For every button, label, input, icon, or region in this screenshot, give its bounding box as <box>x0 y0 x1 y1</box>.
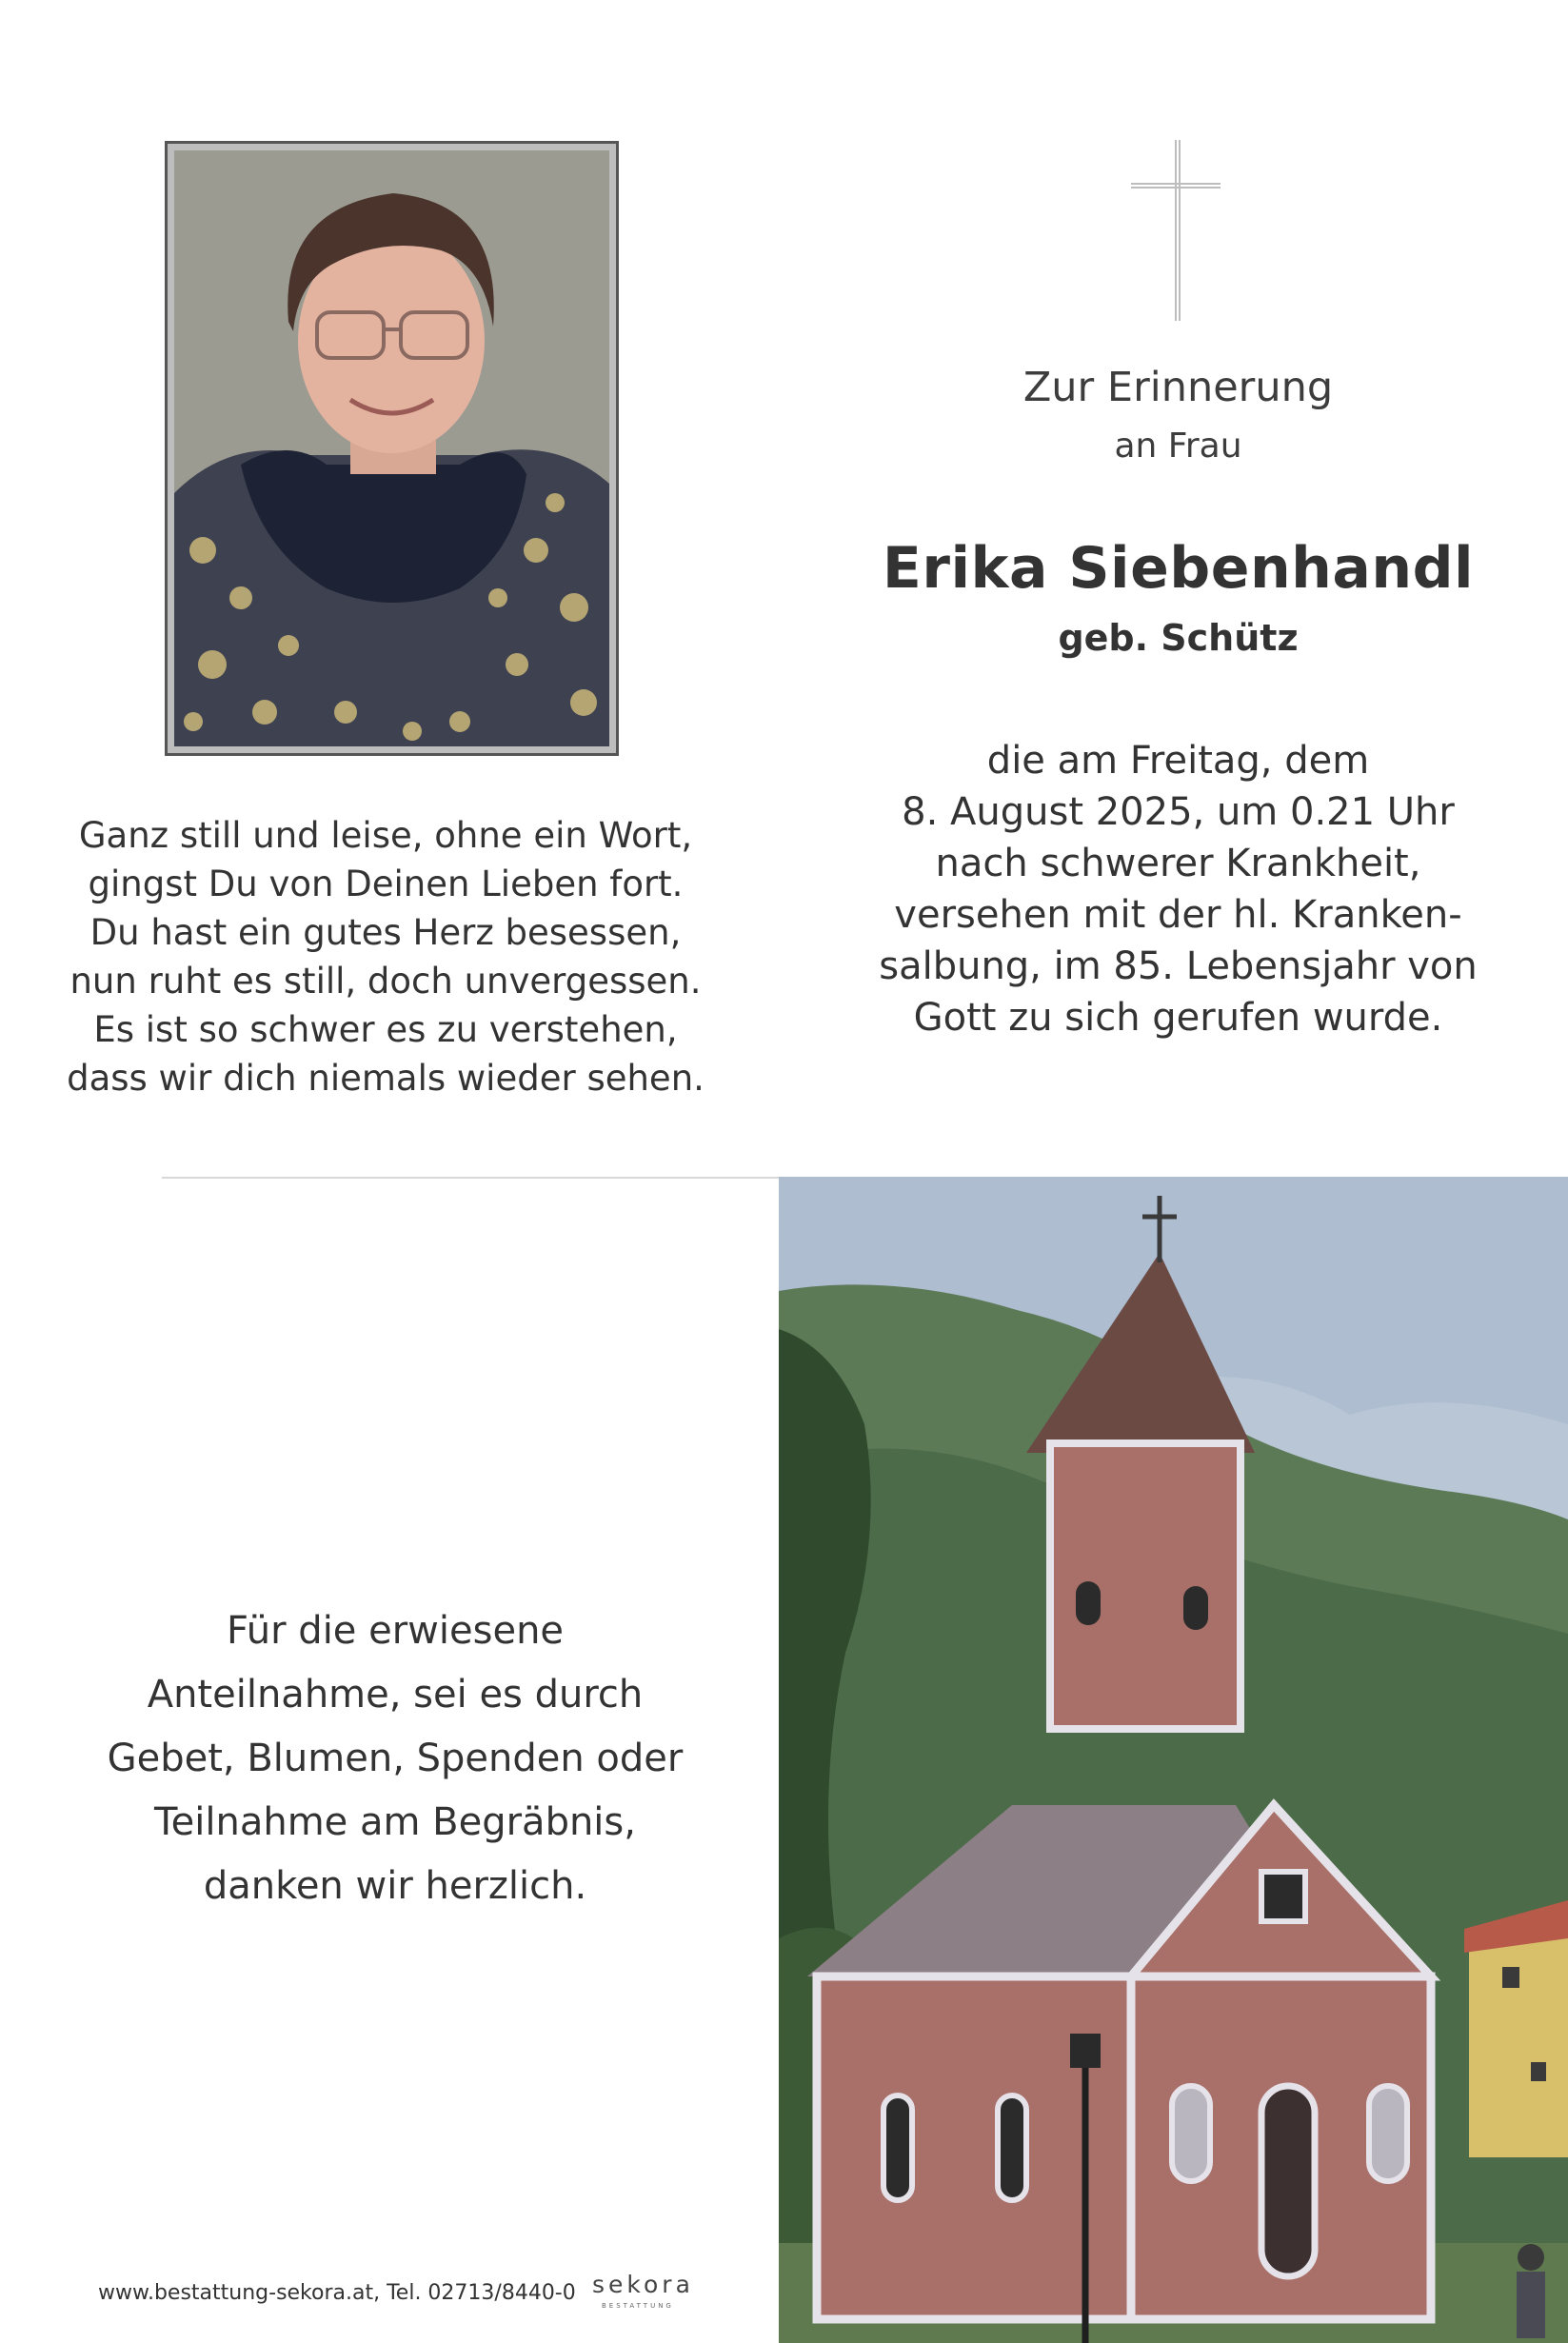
thanks-line: Anteilnahme, sei es durch <box>147 1673 644 1717</box>
thanks-line: Teilnahme am Begräbnis, <box>154 1800 636 1844</box>
poem-line: gingst Du von Deinen Lieben fort. <box>88 864 684 904</box>
thanks-text <box>90 1599 700 1918</box>
chapel-illustration <box>779 1177 1568 2343</box>
death-notice-line: salbung, im 85. Lebensjahr von <box>879 944 1478 988</box>
chapel-painting <box>779 1177 1568 2343</box>
portrait-image <box>174 150 609 746</box>
maiden-name: geb. Schütz <box>1058 617 1299 659</box>
remembrance-heading: Zur Erinnerung <box>1022 364 1334 411</box>
portrait-photo <box>165 141 619 756</box>
poem-line: Du hast ein gutes Herz besessen, <box>89 912 682 953</box>
death-notice-line: 8. August 2025, um 0.21 Uhr <box>902 790 1455 834</box>
footer-contact: www.bestattung-sekora.at, Tel. 02713/8440-0 <box>98 2281 576 2305</box>
funeral-home-logo: sekora <box>592 2271 694 2298</box>
death-notice-line: nach schwerer Krankheit, <box>935 842 1421 885</box>
poem-line: nun ruht es still, doch unvergessen. <box>69 961 702 1002</box>
poem <box>48 811 724 1102</box>
thanks-line: Gebet, Blumen, Spenden oder <box>107 1737 684 1780</box>
thanks-line: danken wir herzlich. <box>203 1864 587 1908</box>
funeral-home-logo-sub: BESTATTUNG <box>602 2302 674 2310</box>
death-notice-line: die am Freitag, dem <box>986 739 1370 783</box>
death-notice-line: Gott zu sich gerufen wurde. <box>913 996 1443 1040</box>
poem-line: Ganz still und leise, ohne ein Wort, <box>78 815 693 856</box>
poem-line: Es ist so schwer es zu verstehen, <box>93 1009 678 1050</box>
thanks-line: Für die erwiesene <box>226 1609 565 1653</box>
death-notice <box>862 735 1495 1043</box>
salutation: an Frau <box>1114 427 1242 466</box>
cross-icon <box>1123 138 1228 324</box>
poem-line: dass wir dich niemals wieder sehen. <box>67 1058 705 1099</box>
death-notice-line: versehen mit der hl. Kranken- <box>894 893 1462 937</box>
deceased-name: Erika Siebenhandl <box>882 535 1475 602</box>
